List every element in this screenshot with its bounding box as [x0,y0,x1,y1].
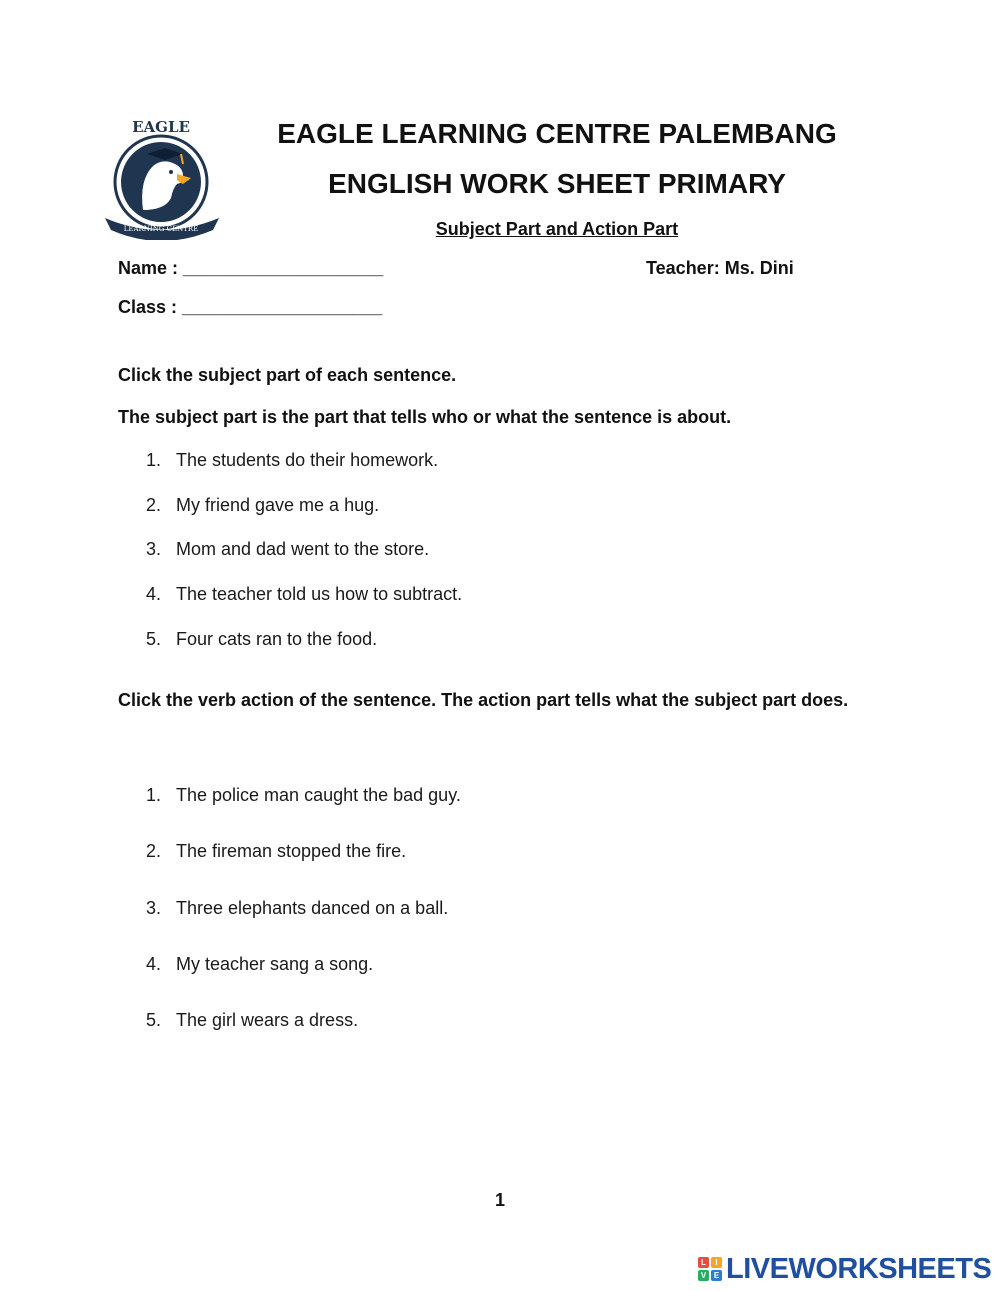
section2-instruction: Click the verb action of the sentence. The action part tells what the subject part does. [118,690,849,710]
item-number: 4. [146,954,162,974]
name-field: Name : ____________________ [118,258,384,278]
item-number: 1. [146,785,162,805]
item-number: 2. [146,841,162,861]
sentence-text[interactable]: Mom and dad went to the store. [176,539,430,559]
liveworksheets-logo [698,1252,991,1286]
sentence-text[interactable]: The teacher told us how to subtract. [176,584,463,604]
brand-block: V [698,1270,709,1281]
teacher-label: Teacher: Ms. Dini [646,258,794,278]
sentence-text[interactable]: Three elephants danced on a ball. [176,898,449,918]
item-number: 3. [146,539,162,559]
sentence-text[interactable]: The students do their homework. [176,450,439,470]
brand-block: E [711,1270,722,1281]
brand-block: L [698,1257,709,1268]
liveworksheets-blocks-icon [698,1257,722,1281]
action-sentence-2[interactable] [146,840,406,862]
eagle-logo-icon [103,118,221,240]
sentence-text[interactable]: The police man caught the bad guy. [176,785,461,805]
item-number: 4. [146,584,162,604]
action-sentence-4[interactable] [146,953,373,975]
class-field: Class : ____________________ [118,297,383,317]
action-sentence-3[interactable] [146,897,448,919]
subject-sentence-2[interactable] [146,494,379,516]
sentence-text[interactable]: My teacher sang a song. [176,954,374,974]
action-sentence-5[interactable] [146,1009,358,1031]
section1-definition: The subject part is the part that tells who or what the sentence is about. [118,407,732,427]
item-number: 5. [146,1010,162,1030]
item-number: 1. [146,450,162,470]
subject-sentence-3[interactable] [146,538,429,560]
item-number: 3. [146,898,162,918]
sentence-text[interactable]: My friend gave me a hug. [176,495,380,515]
sentence-text[interactable]: Four cats ran to the food. [176,629,378,649]
item-number: 5. [146,629,162,649]
item-number: 2. [146,495,162,515]
sentence-text[interactable]: The fireman stopped the fire. [176,841,407,861]
section1-instruction: Click the subject part of each sentence. [118,365,457,385]
sentence-text[interactable]: The girl wears a dress. [176,1010,359,1030]
page-number: 1 [494,1190,505,1210]
svg-text:EAGLE: EAGLE [132,118,190,136]
worksheet-subtitle: Subject Part and Action Part [435,219,679,239]
sheet-title: ENGLISH WORK SHEET PRIMARY [328,168,786,199]
subject-sentence-1[interactable] [146,449,438,471]
action-sentence-1[interactable] [146,784,461,806]
brand-text: LIVEWORKSHEETS [726,1252,992,1285]
subject-sentence-4[interactable] [146,583,462,605]
brand-block: I [711,1257,722,1268]
subject-sentence-5[interactable] [146,628,377,650]
svg-text:LEARNING CENTRE: LEARNING CENTRE [123,225,199,233]
school-name: EAGLE LEARNING CENTRE PALEMBANG [277,118,837,149]
